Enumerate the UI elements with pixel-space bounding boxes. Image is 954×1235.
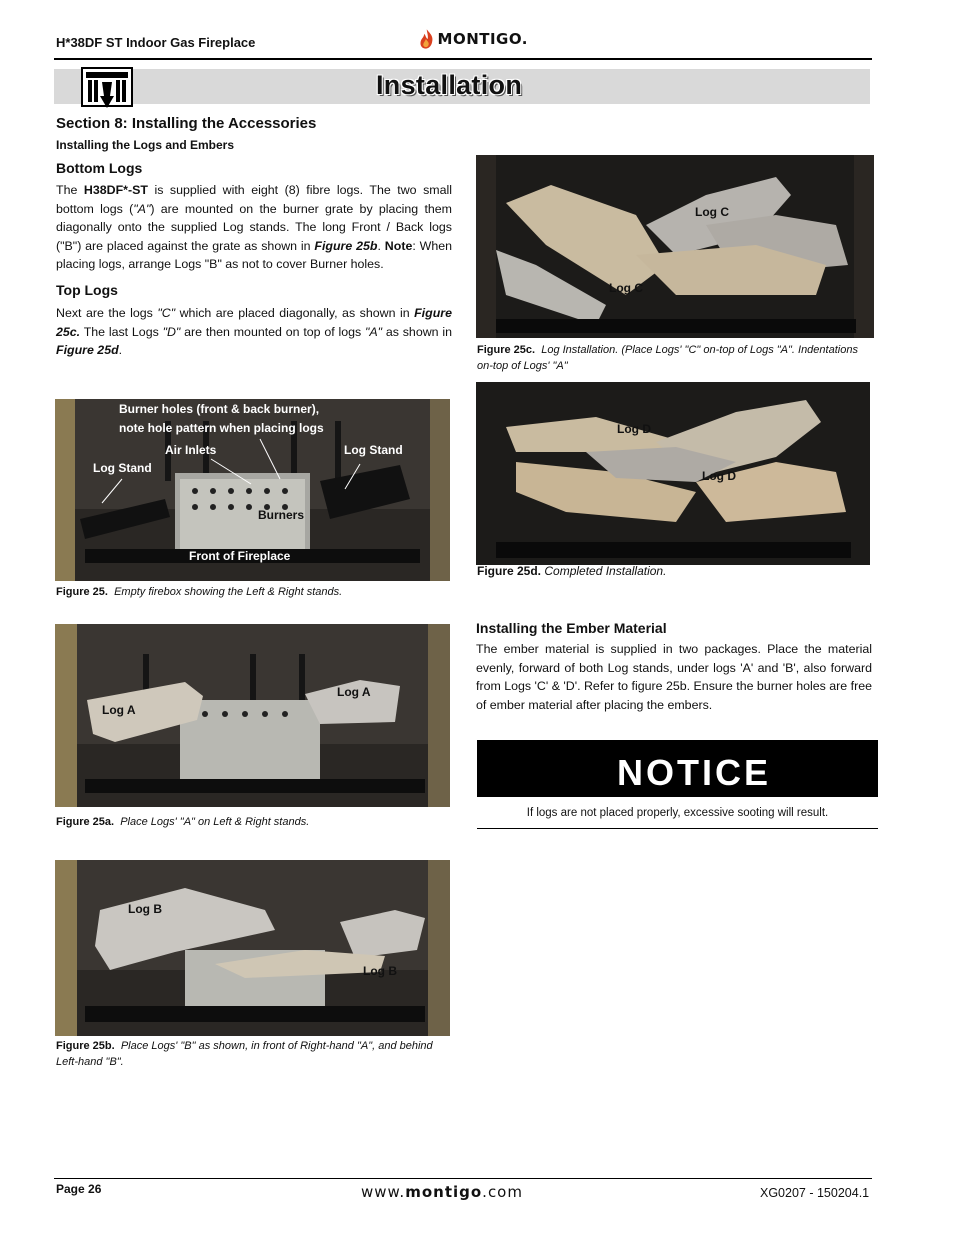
ember-paragraph: The ember material is supplied in two packages. Place the material evenly, forward of both Log stands, under logs 'A' and 'B', also forward from Logs 'C' & 'D'. Refer to figure 25b. Ensure the burner holes are free of ember material after placing the embers.: [476, 642, 872, 712]
flame-icon: [418, 27, 436, 51]
footer-rule: [54, 1178, 872, 1179]
label-log-a-left: Log A: [102, 703, 136, 717]
label-log-b-top: Log B: [128, 902, 162, 916]
label-air-inlets: Air Inlets: [165, 443, 217, 457]
label-burner-holes-note: note hole pattern when placing logs: [119, 421, 324, 435]
figure-25c-caption: Figure 25c. Log Installation. (Place Logs' "C" on-top of Logs "A". Indentations on-top of Logs' "A": [477, 344, 858, 372]
section-title: Section 8: Installing the Accessories: [56, 115, 317, 132]
bottom-logs-paragraph: The H38DF*-ST is supplied with eight (8) fibre logs. The two small bottom logs ("A") are mounted on the burner grate by placing them diagonally onto the supplied Log stands. The long Front / Back logs ("B") are placed against the grate as shown in Figure 25b. Note: When placing logs, arrange Logs "B" as not to cover Burner holes.: [56, 183, 453, 271]
section-subtitle: Installing the Logs and Embers: [56, 138, 235, 152]
montigo-logo: [418, 26, 528, 52]
label-burners: Burners: [258, 508, 305, 522]
label-log-a-right: Log A: [337, 685, 371, 699]
label-log-d-bottom: Log D: [702, 469, 736, 483]
label-log-c-bottom: Log C: [609, 281, 643, 295]
label-log-c-top: Log C: [695, 205, 729, 219]
figure-25d-photo: [476, 382, 870, 565]
logo-wordmark: MONTIGO.: [437, 30, 528, 48]
figure-25a-photo: [55, 624, 450, 807]
figure-25b-caption: Figure 25b. Place Logs' "B" as shown, in front of Right-hand "A", and behind Left-hand "B".: [56, 1040, 433, 1068]
notice-text: If logs are not placed properly, excessive sooting will result.: [526, 807, 829, 819]
figure-25-photo: [55, 399, 450, 581]
page-number: Page 26: [56, 1182, 102, 1196]
figure-25c-photo: [476, 155, 874, 338]
fireplace-install-icon: [80, 66, 134, 110]
header-rule: [54, 58, 872, 60]
label-log-b-bottom: Log B: [363, 964, 397, 978]
ember-heading: Installing the Ember Material: [476, 620, 667, 636]
label-log-stand-right: Log Stand: [344, 443, 403, 457]
top-logs-paragraph: Next are the logs "C" which are placed diagonally, as shown in Figure 25c. The last Logs "D" are then mounted on top of logs "A" as shown in Figure 25d.: [56, 306, 452, 357]
figure-25b-photo: [55, 860, 450, 1036]
label-burner-holes: Burner holes (front & back burner),: [119, 402, 320, 416]
banner-title: Installation: [376, 70, 523, 100]
notice-title: NOTICE: [617, 752, 772, 793]
figure-25-caption: Figure 25. Empty firebox showing the Left & Right stands.: [56, 586, 343, 598]
bottom-logs-heading: Bottom Logs: [56, 160, 143, 176]
label-front-of-fireplace: Front of Fireplace: [189, 549, 291, 563]
label-log-d-top: Log D: [617, 422, 651, 436]
top-logs-heading: Top Logs: [56, 282, 118, 298]
figure-25d-caption: Figure 25d. Completed Installation.: [477, 564, 667, 578]
notice-rule: [477, 828, 878, 829]
label-log-stand-left: Log Stand: [93, 461, 152, 475]
document-title: H*38DF ST Indoor Gas Fireplace: [56, 35, 256, 50]
website-url: www.montigo.com: [361, 1183, 523, 1201]
document-code: XG0207 - 150204.1: [760, 1186, 870, 1200]
figure-25a-caption: Figure 25a. Place Logs' "A" on Left & Right stands.: [56, 816, 310, 828]
